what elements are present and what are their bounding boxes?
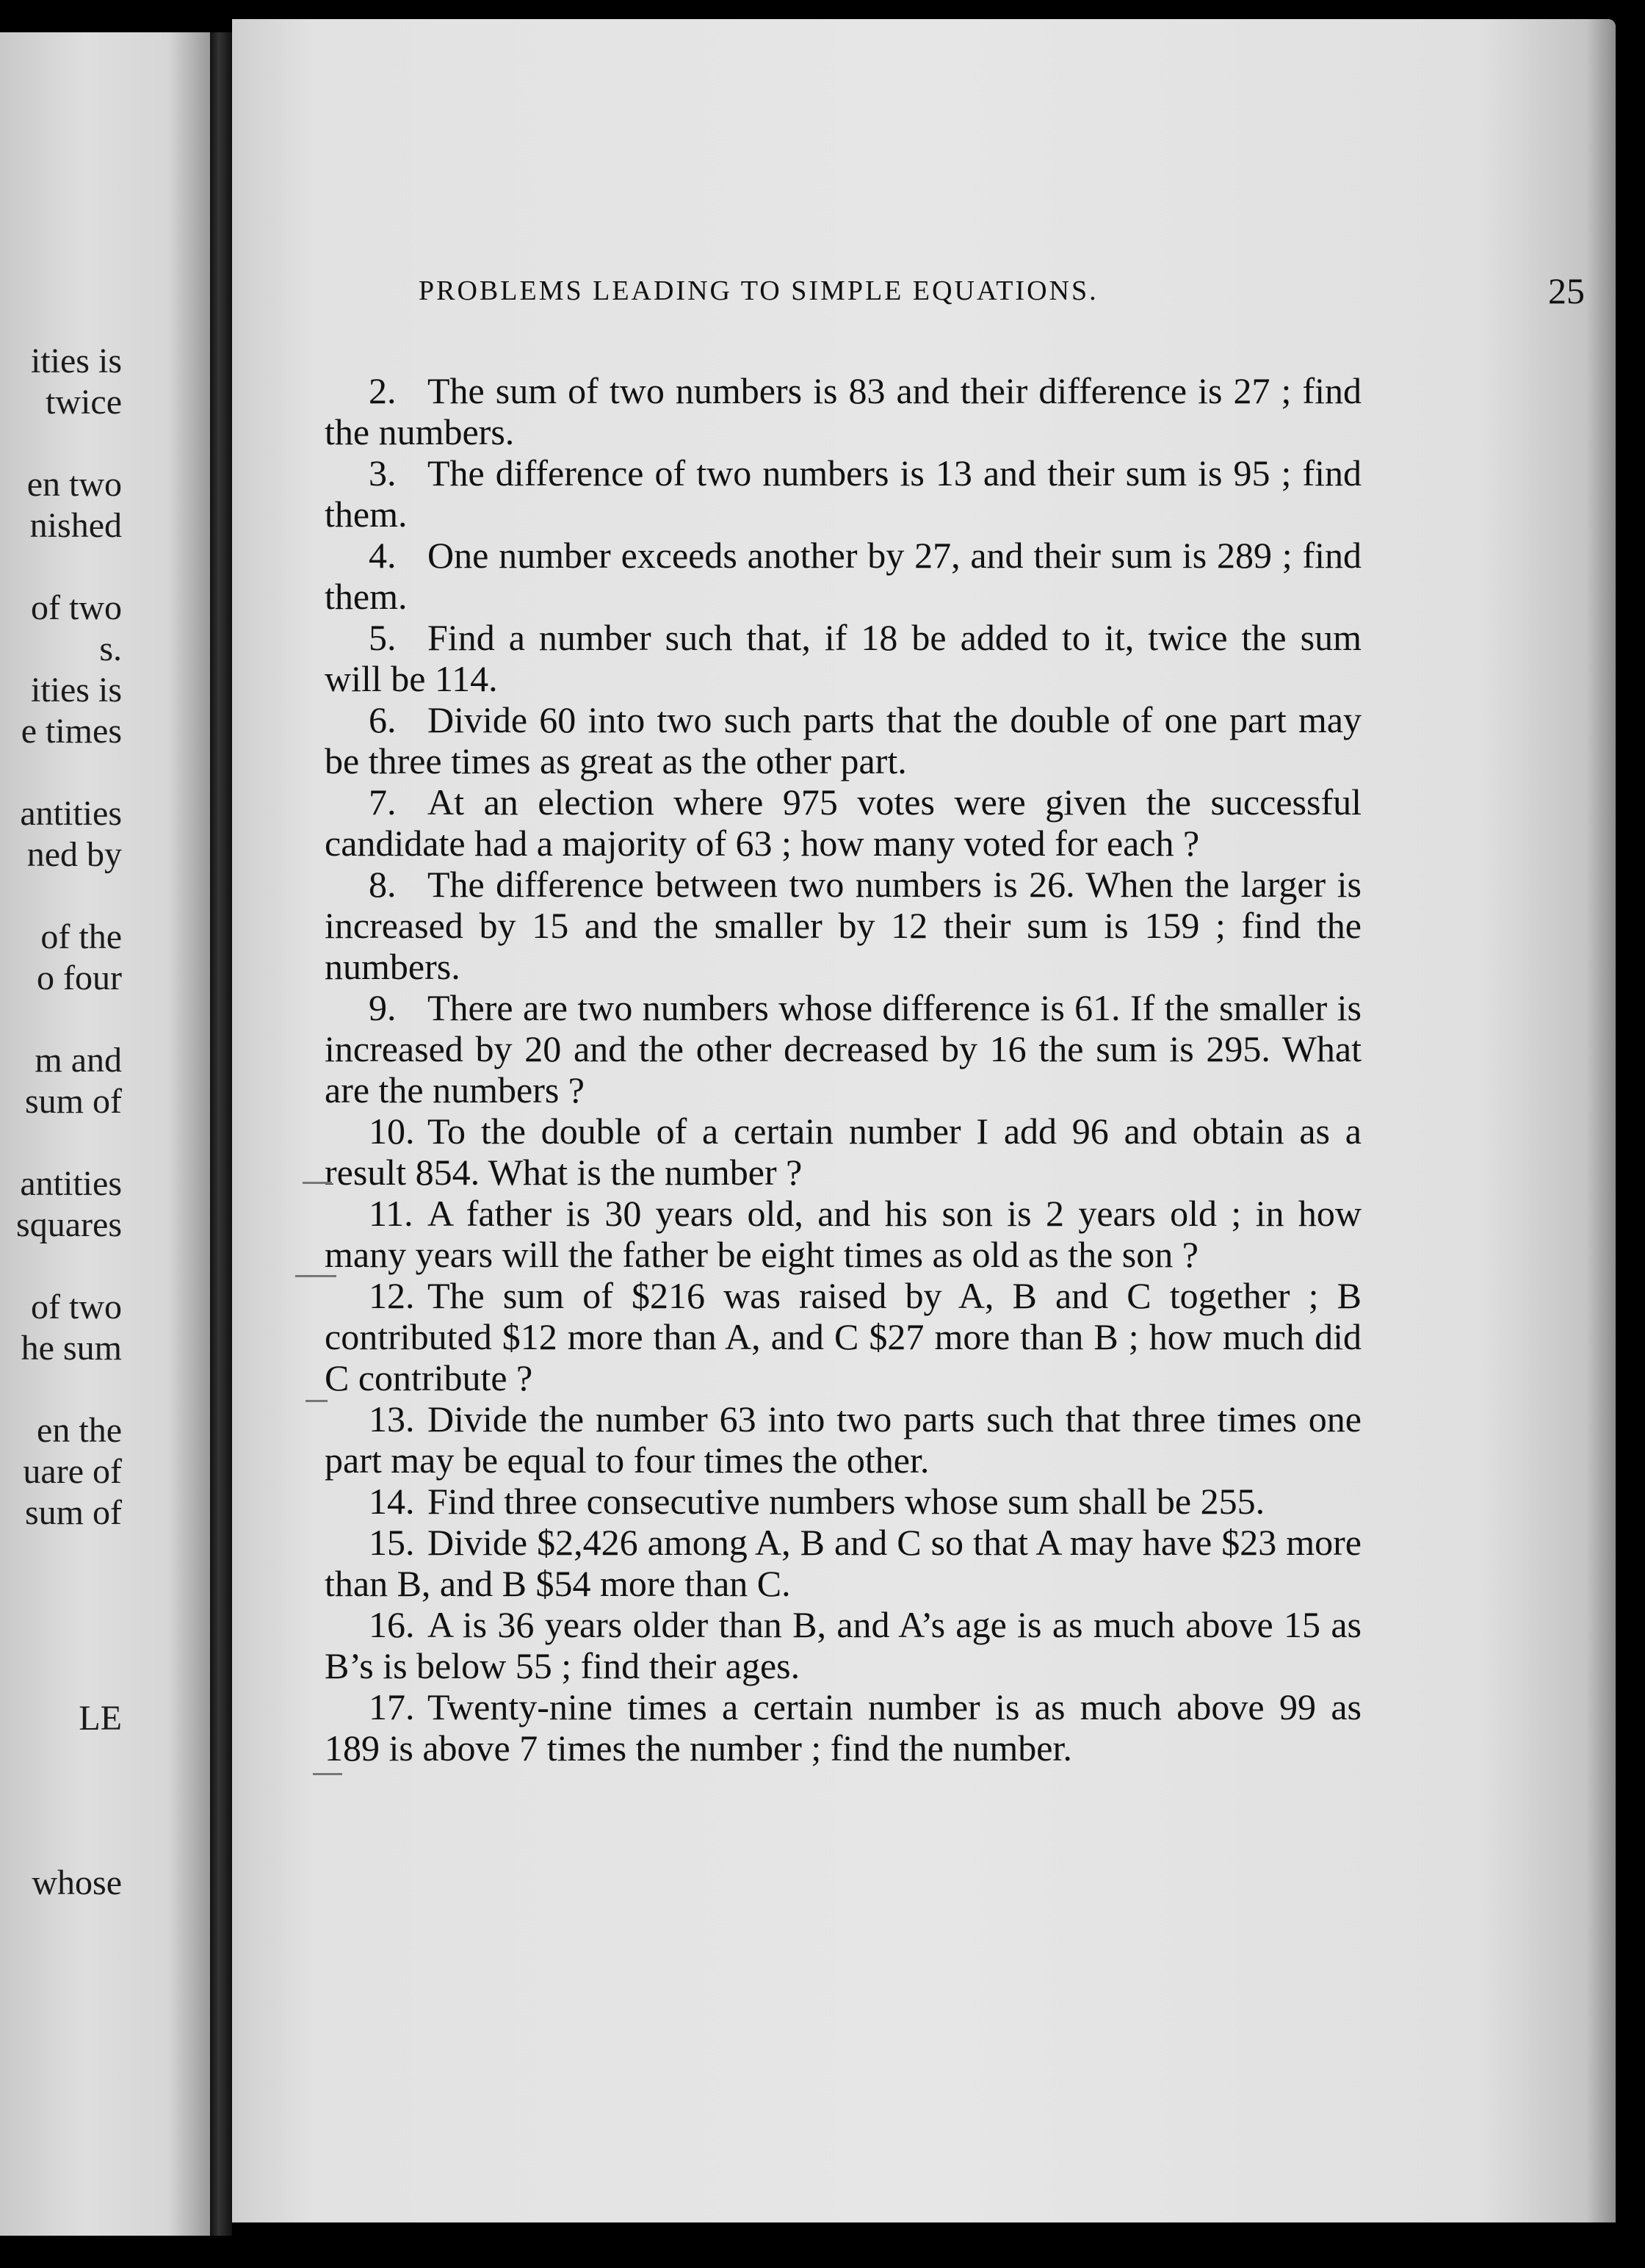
right-page [232, 19, 1616, 2222]
left-page-line: of two [31, 588, 122, 627]
problem-item [325, 1522, 1362, 1604]
left-page-line: antities [20, 794, 122, 833]
problem-item [325, 617, 1362, 699]
problem-item [325, 535, 1362, 617]
problem-text: Find a number such that, if 18 be added to it, twice the sum will be 114. [325, 617, 1362, 699]
problem-number: 5. [369, 617, 397, 658]
problem-item [325, 1686, 1362, 1769]
page-edge-shadow [1586, 19, 1616, 2222]
problem-text: The sum of two numbers is 83 and their difference is 27 ; find the numbers. [325, 370, 1362, 452]
problem-list [325, 370, 1362, 1769]
problem-item [325, 370, 1362, 452]
problem-number: 2. [369, 370, 397, 411]
pencil-mark [313, 1773, 342, 1775]
problem-text: A father is 30 years old, and his son is 2 years old ; in how many years will the father be eight times as old as the son ? [325, 1193, 1362, 1275]
left-page-line: ities is [30, 671, 122, 709]
problem-text: Find three consecutive numbers whose sum shall be 255. [427, 1481, 1265, 1522]
problem-item [325, 452, 1362, 535]
left-facing-page [0, 32, 210, 2236]
left-page-line: sum of [25, 1493, 122, 1532]
problem-number: 13. [369, 1398, 415, 1440]
problem-item [325, 1110, 1362, 1193]
problem-number: 14. [369, 1481, 415, 1522]
problem-text: The difference of two numbers is 13 and their sum is 95 ; find them. [325, 452, 1362, 535]
left-page-line: squares [16, 1205, 122, 1244]
left-page-line: of two [31, 1288, 122, 1326]
left-page-line: antities [20, 1164, 122, 1203]
left-page-line: of the [40, 917, 122, 956]
left-page-line: o four [37, 958, 122, 997]
left-page-line: en the [37, 1411, 122, 1450]
problem-number: 6. [369, 699, 397, 740]
binding-gutter [210, 32, 232, 2236]
problem-item [325, 1193, 1362, 1275]
left-page-line: twice [46, 383, 122, 422]
left-page-line: s. [99, 629, 122, 668]
running-header [419, 265, 1585, 317]
left-page-line: sum of [25, 1082, 122, 1121]
problem-number: 7. [369, 781, 397, 823]
problem-number: 12. [369, 1275, 415, 1316]
left-page-line: ned by [26, 835, 122, 874]
left-page-line: nished [29, 506, 122, 545]
problem-number: 3. [369, 452, 397, 494]
problem-text: Divide the number 63 into two parts such that three times one part may be equal to four times the other. [325, 1398, 1362, 1481]
left-page-line: whose [32, 1863, 122, 1902]
problem-number: 10. [369, 1110, 415, 1152]
problem-item [325, 987, 1362, 1110]
problem-number: 8. [369, 864, 397, 905]
left-page-line: e times [21, 712, 122, 751]
left-page-line: he sum [21, 1329, 122, 1368]
running-title: PROBLEMS LEADING TO SIMPLE EQUATIONS. [419, 275, 1099, 306]
pencil-mark [303, 1182, 332, 1184]
pencil-mark [295, 1275, 336, 1277]
problem-text: Twenty-nine times a certain number is as much above 99 as 189 is above 7 times the number ; find the number. [325, 1686, 1362, 1769]
problem-item [325, 1604, 1362, 1686]
problem-item [325, 1481, 1362, 1522]
problem-text: Divide $2,426 among A, B and C so that A may have $23 more than B, and B $54 more than C. [325, 1522, 1362, 1604]
page-number: 25 [1548, 270, 1585, 311]
problem-text: To the double of a certain number I add 96 and obtain as a result 854. What is the number ? [325, 1110, 1362, 1193]
problem-text: At an election where 975 votes were given the successful candidate had a majority of 63 ; how many voted for each ? [325, 781, 1362, 864]
problem-number: 11. [369, 1193, 413, 1234]
problem-text: A is 36 years older than B, and A’s age is as much above 15 as B’s is below 55 ; find their ages. [325, 1604, 1362, 1686]
problem-item [325, 1275, 1362, 1398]
left-page-line: LE [79, 1699, 122, 1738]
problem-text: One number exceeds another by 27, and their sum is 289 ; find them. [325, 535, 1362, 617]
left-page-line: ities is [30, 342, 122, 380]
problem-item [325, 864, 1362, 987]
problem-item [325, 1398, 1362, 1481]
problem-number: 15. [369, 1522, 415, 1563]
problem-number: 16. [369, 1604, 415, 1645]
problem-number: 4. [369, 535, 397, 576]
problem-text: There are two numbers whose difference is 61. If the smaller is increased by 20 and the other decreased by 16 the sum is 295. What are the numbers ? [325, 987, 1362, 1110]
pencil-mark [306, 1400, 328, 1402]
problem-item [325, 781, 1362, 864]
problem-text: The difference between two numbers is 26. When the larger is increased by 15 and the smaller by 12 their sum is 159 ; find the numbers. [325, 864, 1362, 987]
left-page-line: m and [35, 1041, 122, 1080]
left-page-line: uare of [23, 1452, 122, 1491]
left-page-line: en two [26, 465, 122, 504]
problem-item [325, 699, 1362, 781]
problem-number: 9. [369, 987, 397, 1028]
problem-text: Divide 60 into two such parts that the double of one part may be three times as great as the other part. [325, 699, 1362, 781]
problem-number: 17. [369, 1686, 415, 1727]
problem-text: The sum of $216 was raised by A, B and C together ; B contributed $12 more than A, and C $27 more than B ; how much did C contribute ? [325, 1275, 1362, 1398]
